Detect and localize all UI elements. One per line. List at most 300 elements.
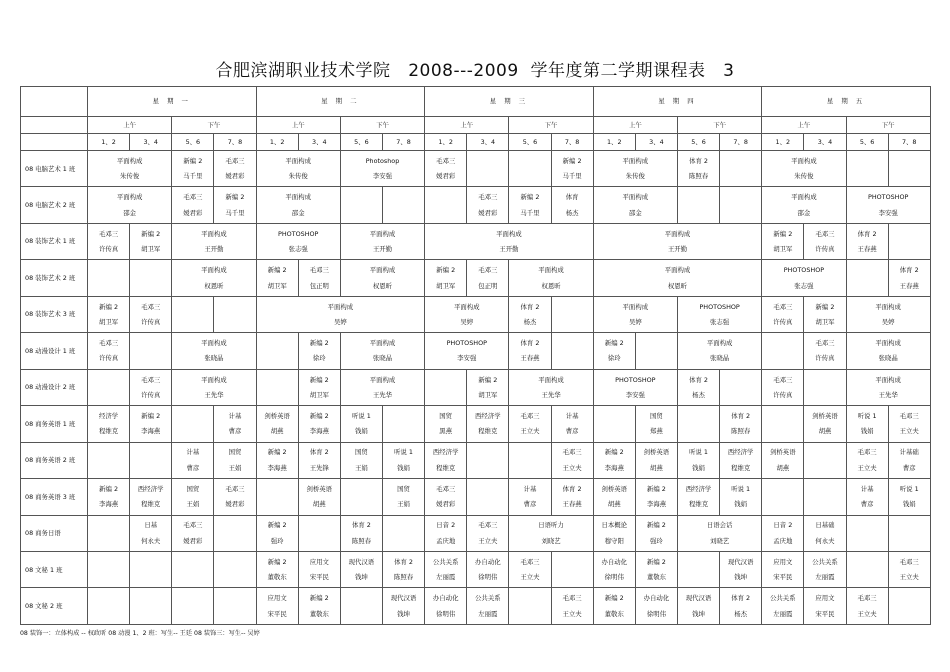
- course-name: 新编 2: [99, 484, 119, 493]
- teacher-name: 徐明伟: [604, 573, 624, 582]
- schedule-cell: [762, 260, 846, 296]
- course-name: 国贸: [228, 448, 242, 457]
- schedule-cell: [635, 406, 677, 442]
- schedule-cell: [593, 260, 762, 296]
- teacher-name: 张晓晶: [878, 354, 898, 363]
- teacher-name: 王先华: [878, 390, 898, 399]
- schedule-cell: [677, 406, 719, 442]
- teacher-name: 包正明: [478, 281, 498, 290]
- schedule-cell: [88, 296, 130, 332]
- teacher-name: 王立夫: [857, 609, 877, 618]
- teacher-name: 许传真: [815, 245, 835, 254]
- teacher-name: 李海燕: [267, 463, 287, 472]
- half-day-header: 上午: [256, 117, 340, 134]
- teacher-name: 张志强: [794, 281, 814, 290]
- teacher-name: 曹彦: [565, 427, 579, 436]
- period-header: 1、2: [88, 134, 130, 151]
- schedule-cell: [130, 588, 172, 625]
- schedule-cell: [172, 515, 214, 551]
- teacher-name: 胡燕: [270, 427, 284, 436]
- course-name: 平面构成: [875, 302, 901, 311]
- schedule-cell: [256, 333, 298, 369]
- course-name: 剑桥英语: [264, 411, 290, 420]
- course-name: 平面构成: [622, 193, 649, 202]
- teacher-name: 胡卫军: [815, 318, 835, 327]
- teacher-name: 曹彦: [523, 500, 537, 509]
- course-name: 平面构成: [538, 375, 564, 384]
- schedule-cell: [804, 223, 846, 259]
- teacher-name: 媛君彩: [225, 500, 245, 509]
- course-name: 听说 1: [731, 484, 751, 493]
- teacher-name: 左丽霞: [815, 573, 835, 582]
- course-name: 日基础: [815, 521, 835, 530]
- teacher-name: 邵金: [123, 208, 137, 217]
- teacher-name: 王立夫: [520, 573, 540, 582]
- teacher-name: 王春燕: [562, 500, 582, 509]
- teacher-name: 宋平民: [815, 609, 835, 618]
- course-name: 毛邓三: [773, 302, 793, 311]
- course-name: 新编 2: [225, 193, 245, 202]
- course-name: 平面构成: [622, 156, 649, 165]
- schedule-cell: [551, 551, 593, 587]
- schedule-cell: [467, 187, 509, 223]
- schedule-cell: [509, 187, 551, 223]
- schedule-cell: [635, 588, 677, 625]
- schedule-cell: [888, 588, 930, 625]
- schedule-cell: [214, 151, 256, 187]
- period-header: 1、2: [593, 134, 635, 151]
- schedule-cell: [88, 406, 130, 442]
- teacher-name: 孟庆地: [436, 536, 456, 545]
- course-name: 毛邓三: [98, 339, 119, 348]
- course-name: 平面构成: [664, 229, 691, 238]
- course-name: 日基: [144, 521, 158, 530]
- schedule-cell: [130, 333, 172, 369]
- course-name: 体育 2: [309, 448, 329, 457]
- class-row: [21, 406, 931, 442]
- class-row: [21, 333, 931, 369]
- teacher-name: 左丽霞: [478, 609, 498, 618]
- course-name: 计基础: [899, 448, 919, 457]
- schedule-cell: [677, 333, 761, 369]
- course-name: 听说 1: [899, 484, 919, 493]
- teacher-name: 刘晓艺: [710, 536, 730, 545]
- period-header: 3、4: [635, 134, 677, 151]
- schedule-cell: [593, 406, 635, 442]
- schedule-cell: [467, 151, 509, 187]
- course-name: 平面构成: [201, 375, 227, 384]
- schedule-cell: [88, 479, 130, 515]
- teacher-name: 董敬东: [267, 573, 287, 582]
- course-name: 公共关系: [770, 594, 796, 603]
- schedule-cell: [593, 479, 635, 515]
- schedule-cell: [635, 515, 677, 551]
- schedule-cell: [593, 223, 762, 259]
- course-name: 办自动化: [643, 594, 670, 603]
- course-name: 平面构成: [369, 229, 396, 238]
- course-name: 国贸: [439, 411, 453, 420]
- schedule-cell: [88, 515, 130, 551]
- schedule-cell: [214, 515, 256, 551]
- course-name: 毛邓三: [773, 375, 793, 384]
- schedule-cell: [762, 479, 804, 515]
- schedule-cell: [888, 151, 930, 187]
- course-name: PHOTOSHOP: [446, 339, 487, 348]
- teacher-name: 王娟: [355, 463, 368, 472]
- schedule-cell: [677, 479, 719, 515]
- teacher-name: 何永夫: [141, 536, 161, 545]
- schedule-cell: [846, 479, 888, 515]
- teacher-name: 杨杰: [565, 208, 579, 217]
- schedule-cell: [172, 551, 214, 587]
- teacher-name: 胡卫军: [309, 390, 329, 399]
- schedule-cell: [172, 296, 214, 332]
- teacher-name: 许传真: [98, 245, 119, 254]
- teacher-name: 包正明: [309, 281, 329, 290]
- schedule-cell: [804, 442, 846, 478]
- teacher-name: 曹彦: [228, 427, 242, 436]
- period-header: 3、4: [298, 134, 340, 151]
- class-row: [21, 479, 931, 515]
- course-name: 平面构成: [791, 193, 817, 202]
- course-name: 毛邓三: [225, 156, 245, 165]
- course-name: 平面构成: [875, 339, 901, 348]
- course-name: 办自动化: [601, 557, 628, 566]
- teacher-name: 钱坤: [692, 609, 705, 618]
- schedule-cell: [593, 333, 635, 369]
- schedule-cell: [130, 260, 172, 296]
- schedule-cell: [720, 442, 762, 478]
- schedule-cell: [214, 479, 256, 515]
- teacher-name: 许传真: [815, 354, 835, 363]
- schedule-cell: [593, 588, 635, 625]
- teacher-name: 王春燕: [520, 354, 540, 363]
- teacher-name: 马千里: [183, 172, 203, 181]
- page-title: 合肥滨湖职业技术学院 2008---2009 学年度第二学期课程表 3: [215, 61, 735, 81]
- course-name: 新编 2: [773, 229, 793, 238]
- period-header: 5、6: [846, 134, 888, 151]
- schedule-cell: [298, 588, 340, 625]
- course-name: 剑桥英语: [643, 448, 670, 457]
- teacher-name: 钱娟: [902, 500, 916, 509]
- schedule-cell: [256, 479, 298, 515]
- course-name: 体育 2: [689, 375, 708, 384]
- schedule-cell: [677, 588, 719, 625]
- class-name: 08 装饰艺术 3 班: [21, 296, 88, 332]
- schedule-cell: [635, 333, 677, 369]
- teacher-name: 钱娟: [692, 463, 705, 472]
- schedule-cell: [214, 588, 256, 625]
- schedule-cell: [509, 333, 551, 369]
- schedule-cell: [172, 333, 256, 369]
- course-name: 新编 2: [141, 411, 161, 420]
- teacher-name: 吴婷: [333, 318, 347, 327]
- schedule-cell: [467, 588, 509, 625]
- schedule-cell: [88, 333, 130, 369]
- schedule-cell: [298, 260, 340, 296]
- teacher-name: 张志强: [288, 245, 308, 254]
- course-name: 西经济学: [432, 448, 459, 457]
- teacher-name: 钱坤: [397, 609, 410, 618]
- teacher-name: 邵金: [797, 208, 811, 217]
- teacher-name: 徐明伟: [436, 609, 456, 618]
- course-name: 体育 2: [351, 521, 371, 530]
- schedule-cell: [551, 296, 593, 332]
- teacher-name: 媛君彩: [183, 208, 203, 217]
- course-name: 办自动化: [432, 594, 459, 603]
- class-row: [21, 442, 931, 478]
- schedule-cell: [509, 260, 593, 296]
- schedule-cell: [720, 187, 762, 223]
- class-row: [21, 588, 931, 625]
- schedule-cell: [762, 369, 804, 405]
- teacher-name: 媛君彩: [183, 536, 203, 545]
- teacher-name: 左丽霞: [773, 609, 793, 618]
- schedule-cell: [256, 369, 298, 405]
- schedule-cell: [256, 223, 340, 259]
- course-name: 体育 2: [520, 302, 540, 311]
- teacher-name: 许传真: [141, 318, 161, 327]
- schedule-cell: [298, 515, 340, 551]
- course-name: 平面构成: [706, 339, 733, 348]
- class-name: 08 装饰艺术 1 班: [21, 223, 88, 259]
- period-header: 7、8: [382, 134, 424, 151]
- schedule-cell: [720, 151, 762, 187]
- course-name: 剑桥英语: [812, 411, 838, 420]
- course-name: 毛邓三: [815, 339, 835, 348]
- teacher-name: 王立夫: [520, 427, 540, 436]
- course-name: 新编 2: [604, 339, 624, 348]
- schedule-cell: [172, 260, 256, 296]
- teacher-name: 程维克: [731, 463, 751, 472]
- period-header: 3、4: [467, 134, 509, 151]
- course-name: PHOTOSHOP: [615, 375, 656, 384]
- teacher-name: 张晓晶: [204, 354, 224, 363]
- schedule-cell: [762, 223, 804, 259]
- schedule-cell: [172, 406, 214, 442]
- schedule-cell: [509, 406, 551, 442]
- schedule-cell: [551, 588, 593, 625]
- teacher-name: 程维克: [436, 463, 456, 472]
- teacher-name: 胡燕: [312, 500, 326, 509]
- half-day-header: 下午: [340, 117, 424, 134]
- course-name: 日音 2: [773, 521, 793, 530]
- course-name: 毛邓三: [899, 557, 919, 566]
- schedule-cell: [214, 187, 256, 223]
- teacher-name: 朱传俊: [794, 172, 814, 181]
- schedule-cell: [256, 442, 298, 478]
- schedule-cell: [677, 296, 761, 332]
- teacher-name: 媛君彩: [478, 208, 498, 217]
- teacher-name: 钱娟: [860, 427, 874, 436]
- course-name: 体育: [565, 193, 579, 202]
- schedule-cell: [846, 260, 888, 296]
- schedule-cell: [298, 442, 340, 478]
- teacher-name: 徐玲: [312, 354, 326, 363]
- teacher-name: 王立夫: [899, 427, 919, 436]
- schedule-cell: [340, 187, 382, 223]
- course-name: 平面构成: [369, 339, 396, 348]
- schedule-cell: [846, 406, 888, 442]
- course-name: 日音 2: [436, 521, 456, 530]
- teacher-name: 杨杰: [734, 609, 748, 618]
- teacher-name: 媛君彩: [436, 500, 456, 509]
- teacher-name: 张志强: [710, 318, 730, 327]
- course-name: 平面构成: [369, 375, 396, 384]
- schedule-cell: [340, 260, 424, 296]
- schedule-cell: [340, 551, 382, 587]
- teacher-name: 刘晓艺: [541, 536, 561, 545]
- course-name: 体育 2: [394, 557, 413, 566]
- schedule-cell: [888, 442, 930, 478]
- course-name: 毛邓三: [520, 411, 540, 420]
- teacher-name: 朱传俊: [625, 172, 645, 181]
- course-name: 应用文: [773, 557, 793, 566]
- schedule-cell: [467, 551, 509, 587]
- schedule-cell: [804, 479, 846, 515]
- teacher-name: 曹彦: [860, 500, 874, 509]
- course-name: 办自动化: [475, 557, 501, 566]
- day-header: 星 期 四: [593, 87, 762, 117]
- course-name: 平面构成: [201, 266, 227, 275]
- schedule-cell: [172, 187, 214, 223]
- course-name: 平面构成: [201, 339, 227, 348]
- course-name: 应用文: [309, 557, 329, 566]
- teacher-name: 徐明伟: [646, 609, 666, 618]
- teacher-name: 程维克: [688, 500, 709, 509]
- schedule-cell: [551, 151, 593, 187]
- schedule-cell: [425, 151, 467, 187]
- teacher-name: 许传真: [773, 390, 793, 399]
- teacher-name: 王立夫: [857, 463, 877, 472]
- schedule-cell: [467, 369, 509, 405]
- teacher-name: 张晓晶: [710, 354, 730, 363]
- teacher-name: 马千里: [225, 208, 245, 217]
- teacher-name: 李安强: [457, 354, 477, 363]
- period-header: 5、6: [677, 134, 719, 151]
- teacher-name: 董敬东: [646, 573, 666, 582]
- course-name: 计基: [565, 411, 579, 420]
- schedule-cell: [88, 187, 172, 223]
- schedule-cell: [425, 260, 467, 296]
- schedule-cell: [677, 551, 719, 587]
- class-name: 08 文秘 1 班: [21, 551, 88, 587]
- schedule-cell: [298, 479, 340, 515]
- course-name: 毛邓三: [520, 557, 540, 566]
- corner-cell: [21, 87, 88, 117]
- course-name: 新编 2: [309, 411, 329, 420]
- half-day-header: 下午: [846, 117, 930, 134]
- course-name: 新编 2: [267, 521, 287, 530]
- schedule-cell: [340, 223, 424, 259]
- schedule-cell: [804, 369, 846, 405]
- schedule-cell: [425, 588, 467, 625]
- course-name: 公共关系: [475, 594, 501, 603]
- schedule-cell: [425, 296, 509, 332]
- teacher-name: 程维克: [478, 427, 498, 436]
- course-name: 毛邓三: [478, 266, 498, 275]
- course-name: 日语听力: [538, 521, 564, 530]
- teacher-name: 王春燕: [857, 245, 877, 254]
- teacher-name: 钱坤: [734, 573, 748, 582]
- teacher-name: 李安强: [878, 208, 898, 217]
- teacher-name: 权恩昕: [541, 281, 561, 290]
- schedule-cell: [172, 479, 214, 515]
- course-name: 听说 1: [351, 411, 371, 420]
- day-header: 星 期 三: [425, 87, 594, 117]
- course-name: 体育 2: [899, 266, 919, 275]
- schedule-cell: [256, 551, 298, 587]
- course-name: 毛邓三: [857, 448, 877, 457]
- course-name: 毛邓三: [183, 521, 203, 530]
- teacher-name: 李安强: [372, 172, 393, 181]
- teacher-name: 许传真: [141, 390, 161, 399]
- teacher-name: 左丽霞: [436, 573, 456, 582]
- period-row: [21, 134, 931, 151]
- course-name: 新编 2: [309, 339, 329, 348]
- schedule-cell: [130, 223, 172, 259]
- schedule-cell: [593, 515, 635, 551]
- schedule-cell: [425, 223, 594, 259]
- schedule-cell: [888, 479, 930, 515]
- schedule-cell: [256, 406, 298, 442]
- teacher-name: 钱娟: [734, 500, 748, 509]
- course-name: 新编 2: [309, 375, 329, 384]
- teacher-name: 王开勤: [372, 245, 393, 254]
- course-name: 西经济学: [137, 484, 164, 493]
- schedule-cell: [340, 588, 382, 625]
- course-name: Photoshop: [365, 156, 400, 165]
- schedule-cell: [88, 588, 130, 625]
- teacher-name: 王娟: [397, 500, 410, 509]
- course-name: 毛邓三: [562, 594, 582, 603]
- schedule-cell: [88, 551, 130, 587]
- schedule-cell: [846, 296, 930, 332]
- schedule-cell: [172, 151, 214, 187]
- schedule-cell: [298, 406, 340, 442]
- teacher-name: 朱传俊: [288, 172, 308, 181]
- course-name: 毛邓三: [436, 484, 456, 493]
- schedule-cell: [256, 296, 425, 332]
- teacher-name: 宋平民: [267, 609, 287, 618]
- course-name: PHOTOSHOP: [867, 193, 909, 202]
- course-name: 现代汉语: [685, 594, 712, 603]
- teacher-name: 李海燕: [646, 500, 666, 509]
- schedule-cell: [888, 515, 930, 551]
- course-name: 新编 2: [267, 557, 287, 566]
- course-name: 公共关系: [812, 557, 838, 566]
- schedule-cell: [382, 187, 424, 223]
- schedule-cell: [762, 151, 846, 187]
- teacher-name: 王立夫: [562, 609, 582, 618]
- course-name: 平面构成: [496, 229, 522, 238]
- course-name: 毛邓三: [141, 302, 161, 311]
- schedule-cell: [593, 151, 677, 187]
- schedule-cell: [762, 296, 804, 332]
- corner-cell: [21, 134, 88, 151]
- course-name: 计基: [860, 484, 874, 493]
- schedule-cell: [425, 187, 467, 223]
- teacher-name: 宋平民: [309, 573, 329, 582]
- schedule-cell: [88, 223, 130, 259]
- course-name: 听说 1: [689, 448, 708, 457]
- class-name: 08 文秘 2 班: [21, 588, 88, 625]
- schedule-cell: [88, 442, 130, 478]
- schedule-cell: [677, 369, 719, 405]
- schedule-cell: [130, 442, 172, 478]
- course-name: 平面构成: [875, 375, 901, 384]
- schedule-cell: [509, 296, 551, 332]
